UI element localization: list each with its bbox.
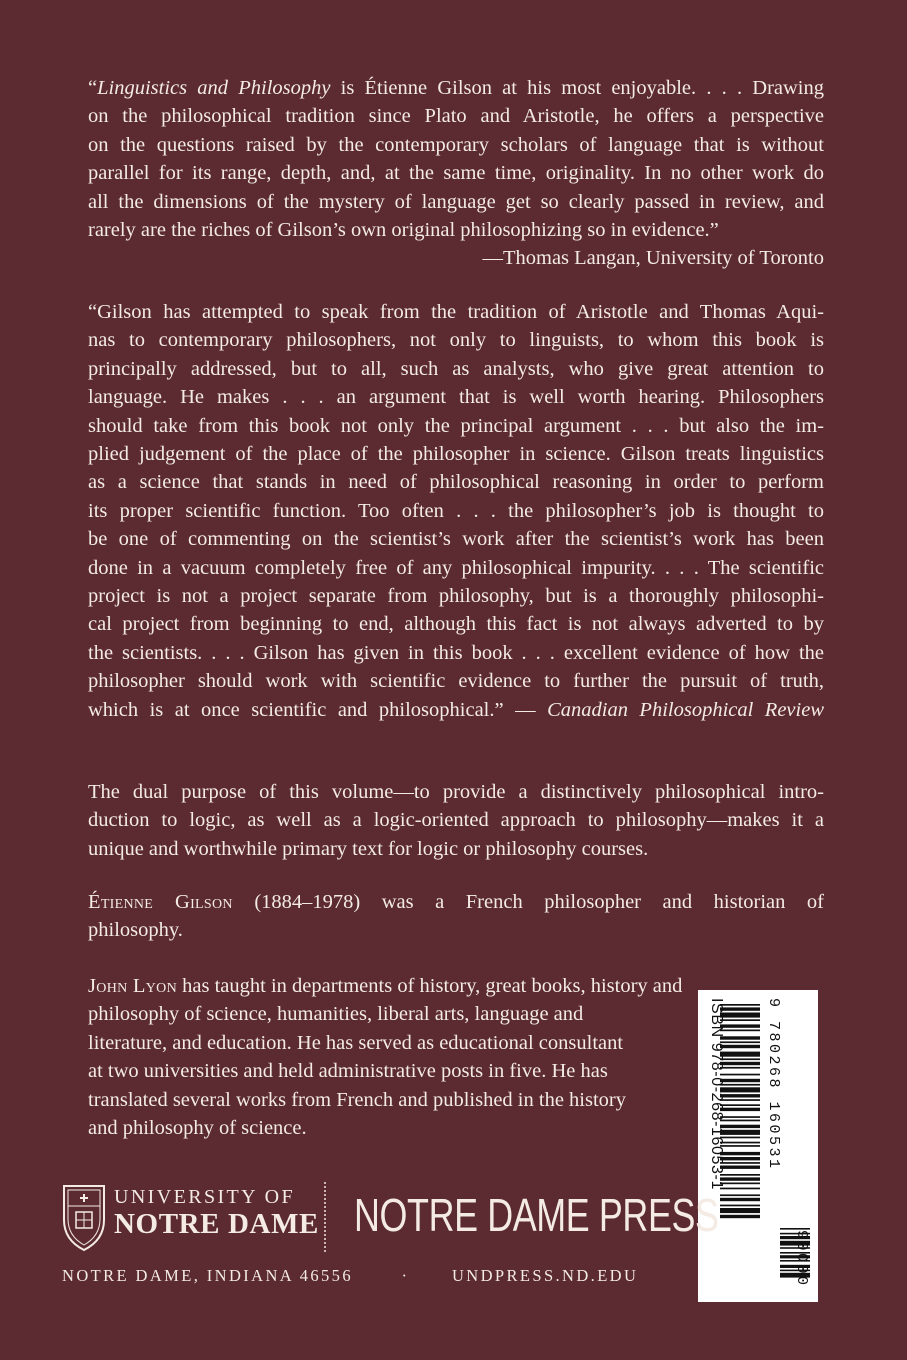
translator-name: John Lyon bbox=[88, 975, 177, 997]
review-quote-langan bbox=[88, 74, 824, 273]
author-bio bbox=[88, 888, 824, 945]
barcode-bar bbox=[720, 1087, 760, 1092]
review-quote-cpr bbox=[88, 298, 824, 724]
barcode-bar bbox=[720, 1177, 760, 1180]
barcode-bar bbox=[720, 1094, 760, 1097]
ean-digits: 9 780268 160531 bbox=[765, 998, 782, 1171]
bio-line: philosophy. bbox=[88, 919, 183, 942]
quote-line: plied judgement of the place of the philosopher in science. Gilson treats linguistics bbox=[88, 443, 824, 466]
quote-line: project is not a project separate from philosophy, but is a thoroughly philosophi- bbox=[88, 585, 824, 608]
logo-divider bbox=[324, 1182, 326, 1252]
barcode-bar bbox=[720, 1030, 760, 1032]
barcode-bar bbox=[720, 1041, 760, 1043]
quote-line: “Linguistics and Philosophy is Étienne Gilson at his most enjoyable. . . . Drawing bbox=[88, 77, 824, 99]
book-description bbox=[88, 778, 824, 863]
isbn-barcode bbox=[698, 990, 818, 1302]
quote-line: on the philosophical tradition since Plato and Aristotle, he offers a perspective bbox=[88, 105, 824, 128]
description-line: unique and worthwhile primary text for logic or philosophy courses. bbox=[88, 837, 649, 860]
barcode-bar bbox=[720, 1004, 760, 1006]
publisher-footer bbox=[62, 1264, 682, 1288]
quote-line: which is at once scientific and philosophical.” — Canadian Philosophical Review bbox=[88, 698, 824, 721]
barcode-bar bbox=[720, 1052, 760, 1057]
quote-source: Canadian Philosophical Review bbox=[547, 698, 824, 721]
barcode-bar bbox=[720, 1162, 760, 1164]
barcode-bar bbox=[720, 1108, 760, 1111]
quote-line: language. He makes . . . an argument that is well worth hearing. Philosophers bbox=[88, 386, 824, 409]
barcode-graphic bbox=[698, 990, 818, 1302]
translator-bio bbox=[88, 972, 684, 1142]
quote-line: cal project from beginning to end, although this fact is not always adverted to by bbox=[88, 613, 824, 636]
barcode-bar bbox=[720, 1183, 760, 1185]
quote-line: “Gilson has attempted to speak from the tradition of Aristotle and Thomas Aqui- bbox=[88, 301, 824, 323]
barcode-bar bbox=[720, 1145, 760, 1147]
quote-line: its proper scientific function. Too often . . . the philosopher’s job is thought to bbox=[88, 499, 824, 522]
publisher-logo bbox=[62, 1180, 719, 1260]
quote-attribution: —Thomas Langan, University of Toronto bbox=[482, 247, 824, 270]
barcode-bar bbox=[720, 1019, 760, 1021]
press-name: NOTRE DAME PRESS bbox=[354, 1189, 719, 1241]
barcode-bar bbox=[720, 1157, 760, 1160]
barcode-bar bbox=[720, 1166, 760, 1169]
quote-line: all the dimensions of the mystery of language get so clearly passed in review, and bbox=[88, 190, 824, 213]
description-line: The dual purpose of this volume—to provide a distinctively philosophical intro- bbox=[88, 781, 824, 803]
barcode-bar bbox=[720, 1084, 760, 1086]
publisher-website: UNDPRESS.ND.EDU bbox=[451, 1266, 639, 1285]
book-title: Linguistics and Philosophy bbox=[97, 77, 331, 99]
barcode-bar bbox=[720, 1099, 760, 1101]
barcode-bar bbox=[720, 1024, 760, 1027]
barcode-bar bbox=[720, 1142, 760, 1144]
university-shield-icon bbox=[62, 1184, 106, 1252]
barcode-bar bbox=[720, 1152, 760, 1155]
quote-line: be one of commenting on the scientist’s work after the scientist’s work has been bbox=[88, 528, 824, 551]
barcode-bar bbox=[720, 1062, 760, 1065]
barcode-bar bbox=[720, 1067, 760, 1069]
bio-line: Étienne Gilson (1884–1978) was a French philosopher and historian of bbox=[88, 891, 824, 913]
description-line: duction to logic, as well as a logic-oriented approach to philosophy—makes it a bbox=[88, 809, 824, 832]
university-of-label: UNIVERSITY OF bbox=[114, 1186, 296, 1208]
quote-line: done in a vacuum completely free of any philosophical impurity. . . . The scientific bbox=[88, 556, 824, 579]
barcode-bar bbox=[720, 1215, 760, 1218]
bio-line: philosophy of science, humanities, liberal arts, language and bbox=[88, 1003, 584, 1026]
barcode-bar bbox=[720, 1013, 760, 1018]
barcode-bar bbox=[720, 1045, 760, 1048]
barcode-bar bbox=[720, 1205, 760, 1207]
barcode-bar bbox=[720, 1208, 760, 1213]
footer-separator: · bbox=[401, 1266, 410, 1285]
bio-line: and philosophy of science. bbox=[88, 1117, 307, 1140]
bio-line: John Lyon has taught in departments of history, great books, history and bbox=[88, 975, 683, 997]
bio-line: at two universities and held administrative posts in five. He has bbox=[88, 1060, 608, 1083]
bio-line: translated several works from French and published in the history bbox=[88, 1088, 626, 1111]
quote-line: parallel for its range, depth, and, at the same time, originality. In no other work do bbox=[88, 162, 824, 185]
barcode-bar bbox=[720, 1174, 760, 1176]
barcode-bar bbox=[720, 1130, 760, 1135]
quote-line: nas to contemporary philosophers, not only to linguists, to whom this book is bbox=[88, 329, 824, 352]
barcode-bar bbox=[720, 1120, 760, 1122]
quote-line: the scientists. . . . Gilson has given in this book . . . excellent evidence of how the bbox=[88, 641, 824, 664]
barcode-bar bbox=[720, 1058, 760, 1060]
isbn-label: ISBN 978-0-268-16053-1 bbox=[708, 998, 725, 1190]
notre-dame-label: NOTRE DAME bbox=[114, 1208, 319, 1240]
barcode-bar bbox=[720, 1104, 760, 1106]
quote-line: philosopher should work with scientific evidence to further the pursuit of truth, bbox=[88, 670, 824, 693]
barcode-bar bbox=[720, 1079, 760, 1082]
barcode-bar bbox=[720, 1125, 760, 1128]
quote-line: as a science that stands in need of philosophical reasoning in order to perform bbox=[88, 471, 824, 494]
barcode-bar bbox=[720, 1188, 760, 1190]
barcode-bar bbox=[720, 1007, 760, 1010]
quote-line: should take from this book not only the principal argument . . . but also the im- bbox=[88, 414, 824, 437]
quote-line: on the questions raised by the contemporary scholars of language that is without bbox=[88, 133, 824, 156]
barcode-bar bbox=[720, 1194, 760, 1196]
barcode-bar bbox=[720, 1116, 760, 1118]
barcode-bar bbox=[720, 1198, 760, 1201]
publisher-address: NOTRE DAME, INDIANA 46556 bbox=[62, 1266, 353, 1285]
barcode-bar bbox=[720, 1137, 760, 1139]
author-name: Étienne Gilson bbox=[88, 891, 233, 913]
quote-line: rarely are the riches of Gilson’s own original philosophizing so in evidence.” bbox=[88, 219, 719, 242]
barcode-bar bbox=[720, 1036, 760, 1039]
bio-line: literature, and education. He has served as educational consultant bbox=[88, 1031, 624, 1054]
price-code: 90000 bbox=[793, 1230, 810, 1288]
barcode-bar bbox=[720, 1074, 760, 1076]
quote-line: principally addressed, but to all, such as analysts, who give great attention to bbox=[88, 357, 824, 380]
